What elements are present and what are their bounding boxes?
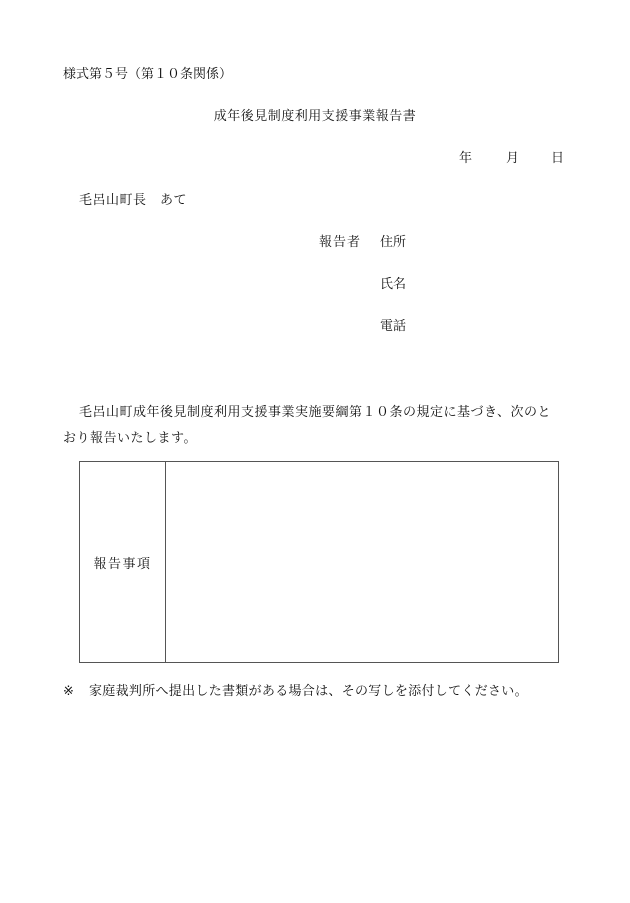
reporter-address-label: 住所 — [380, 235, 407, 250]
report-statement: 毛呂山町成年後見制度利用支援事業実施要綱第１０条の規定に基づき、次のとおり報告いたします。 — [63, 405, 551, 446]
date-day-label: 日 — [551, 151, 565, 166]
reference-mark: ※ — [63, 684, 75, 699]
report-items-label: 報告事項 — [93, 556, 152, 572]
addressee: 毛呂山町長 あて — [79, 193, 188, 208]
report-table — [79, 461, 559, 663]
document-title: 成年後見制度利用支援事業報告書 — [213, 109, 417, 124]
date-year-label: 年 — [459, 151, 473, 166]
footnote — [63, 684, 528, 700]
footnote-text: 家庭裁判所へ提出した書類がある場合は、その写しを添付してください。 — [89, 684, 528, 699]
report-items-label-cell — [80, 462, 166, 662]
reporter-label: 報告者 — [319, 235, 362, 250]
reporter-phone-label: 電話 — [380, 319, 407, 334]
form-number: 様式第５号（第１０条関係） — [63, 67, 233, 82]
report-items-content-cell[interactable] — [166, 462, 558, 662]
date-month-label: 月 — [506, 151, 520, 166]
date-line — [459, 151, 564, 167]
reporter-name-label: 氏名 — [380, 277, 407, 292]
